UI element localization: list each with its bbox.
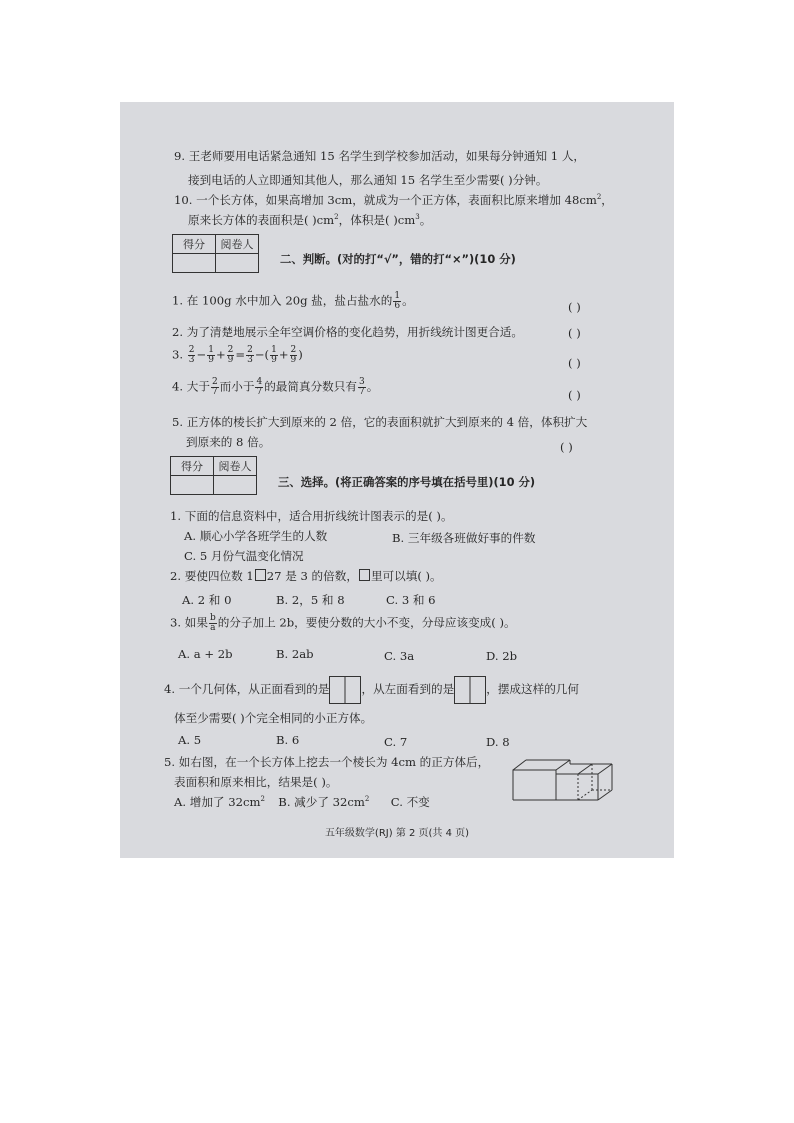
score-cell[interactable] <box>173 254 216 273</box>
grader-cell[interactable] <box>216 254 259 273</box>
answer-paren-3[interactable]: ( ) <box>568 356 581 370</box>
page-footer: 五年级数学(RJ) 第 2 页(共 4 页) <box>324 828 470 839</box>
score-cell[interactable] <box>171 476 214 495</box>
question-9-line1: 9. 王老师要用电话紧急通知 15 名学生到学校参加活动，如果每分钟通知 1 人， <box>174 149 586 163</box>
cuboid-cutout-figure <box>512 756 614 802</box>
choice-question-2: 2. 要使四位数 1 27 是 3 的倍数， 里可以填( )。 <box>170 569 442 583</box>
judge-question-3: 3. $\frac{2}{3}$ − $\frac{1}{9}$ + $\frac{2}{9}$ = $\frac{2}{3}$ −( $\frac{1}{9}$ + $\frac{2}{9}$ ) <box>172 345 303 365</box>
judge-question-4: 4. 大于 $\frac{2}{7}$ 而小于 $\frac{4}{7}$ 的最简真分数只有 $\frac{3}{7}$ 。 <box>172 377 379 397</box>
score-label: 得分 <box>171 457 214 476</box>
grader-cell[interactable] <box>214 476 257 495</box>
choice-4-option-c: C. 7 <box>384 735 408 749</box>
blank-box <box>359 569 370 581</box>
grader-label: 阅卷人 <box>214 457 257 476</box>
choice-2-option-b: B. 2，5 和 8 <box>276 593 345 607</box>
choice-5-options: A. 增加了 $32cm^2$ B. 减少了 $32cm^2$ C. 不变 <box>174 795 430 809</box>
section-3-title: 三、选择。(将正确答案的序号填在括号里)(10 分) <box>278 475 536 489</box>
choice-4-option-a: A. 5 <box>178 733 202 747</box>
judge-question-1: 1. 在 100g 水中加入 20g 盐，盐占盐水的 $\frac{1}{6}$ 。 <box>172 291 414 311</box>
question-9-line2: 接到电话的人立即通知其他人，那么通知 15 名学生至少需要( )分钟。 <box>188 173 548 187</box>
choice-question-1: 1. 下面的信息资料中，适合用折线统计图表示的是( )。 <box>170 509 453 523</box>
section-2-title: 二、判断。(对的打“√”，错的打“×”)(10 分) <box>280 252 516 266</box>
choice-4-option-b: B. 6 <box>276 733 300 747</box>
choice-1-option-a: A. 顺心小学各班学生的人数 <box>184 529 328 543</box>
choice-2-option-c: C. 3 和 6 <box>386 593 436 607</box>
choice-3-option-a: A. a + 2b <box>178 647 233 661</box>
score-label: 得分 <box>173 235 216 254</box>
choice-1-option-b: B. 三年级各班做好事的件数 <box>392 531 536 545</box>
judge-question-5-line2: 到原来的 8 倍。 <box>186 435 271 449</box>
question-10-line1: 10. 一个长方体，如果高增加 3cm，就成为一个正方体，表面积比原来增加 $48cm^2$， <box>174 193 613 207</box>
answer-paren-4[interactable]: ( ) <box>568 388 581 402</box>
score-table-section3 <box>170 456 257 495</box>
blank-box <box>255 569 266 581</box>
grader-label: 阅卷人 <box>216 235 259 254</box>
choice-question-4-line1: 4. 一个几何体，从正面看到的是 ，从左面看到的是 ，摆成这样的几何 <box>164 676 579 704</box>
choice-4-option-d: D. 8 <box>486 735 510 749</box>
judge-question-2: 2. 为了清楚地展示全年空调价格的变化趋势，用折线统计图更合适。 <box>172 325 523 339</box>
answer-paren-5[interactable]: ( ) <box>560 440 573 454</box>
exam-page <box>120 102 674 858</box>
choice-2-option-a: A. 2 和 0 <box>182 593 232 607</box>
fraction: $\frac{1}{6}$ <box>394 291 401 311</box>
choice-3-option-c: C. 3a <box>384 649 415 663</box>
choice-question-4-line2: 体至少需要( )个完全相同的小正方体。 <box>174 711 373 725</box>
question-10-line2: 原来长方体的表面积是( )$cm^2$，体积是( )$cm^3$。 <box>188 213 432 227</box>
choice-question-5-line2: 表面积和原来相比，结果是( )。 <box>174 775 338 789</box>
front-view-figure <box>329 676 361 704</box>
choice-question-5-line1: 5. 如右图，在一个长方体上挖去一个棱长为 4cm 的正方体后， <box>164 755 490 769</box>
answer-paren-2[interactable]: ( ) <box>568 326 581 340</box>
choice-question-3: 3. 如果 $\frac{b}{a}$ 的分子加上 2b，要使分数的大小不变，分母应该变成( )。 <box>170 613 516 633</box>
left-view-figure <box>454 676 486 704</box>
choice-3-option-d: D. 2b <box>486 649 518 663</box>
answer-paren-1[interactable]: ( ) <box>568 300 581 314</box>
choice-1-option-c: C. 5 月份气温变化情况 <box>184 549 304 563</box>
choice-3-option-b: B. 2ab <box>276 647 314 661</box>
score-table-section2 <box>172 234 259 273</box>
judge-question-5-line1: 5. 正方体的棱长扩大到原来的 2 倍，它的表面积就扩大到原来的 4 倍，体积扩大 <box>172 415 588 429</box>
